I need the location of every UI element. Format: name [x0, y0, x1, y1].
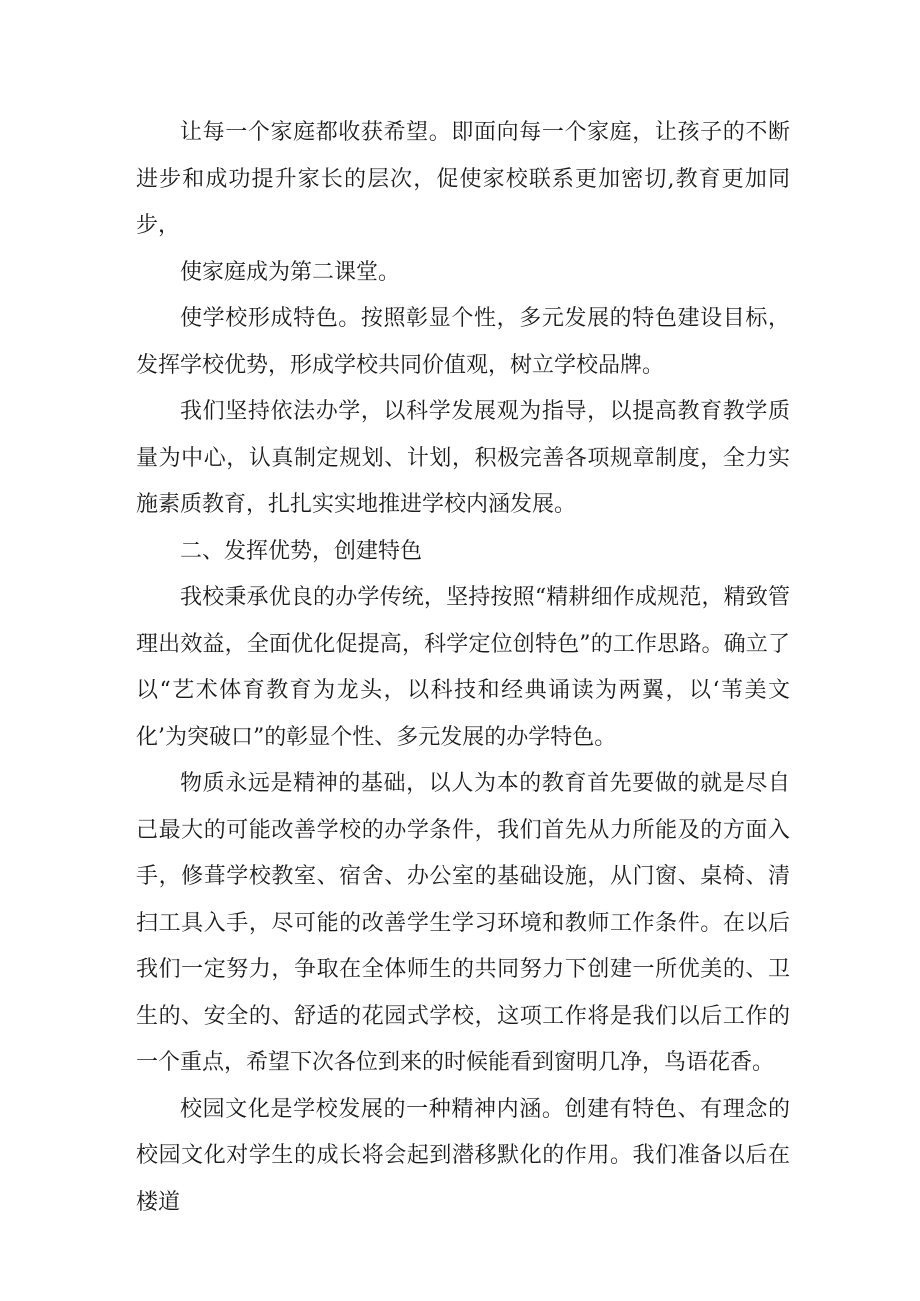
paragraph-run-school-by-law: 我们坚持依法办学，以科学发展观为指导，以提高教育教学质量为中心，认真制定规划、计划，积极完善各项规章制度，全力实施素质教育，扎扎实实地推进学校内涵发展。 — [136, 399, 790, 517]
paragraph-family-hope: 让每一个家庭都收获希望。即面向每一个家庭，让孩子的不断进步和成功提升家长的层次，促使家校联系更加密切,教育更加同步， — [136, 120, 790, 238]
paragraph-school-tradition: 我校秉承优良的办学传统，坚持按照“精耕细作成规范，精致管理出效益，全面优化促提高，科学定位创特色”的工作思路。确立了以“艺术体育教育为龙头，以科技和经典诵读为两翼，以‘苇美文化’为突破口”的彰显个性、多元发展的办学特色。 — [136, 585, 790, 750]
paragraph-school-characteristics: 使学校形成特色。按照彰显个性，多元发展的特色建设目标，发挥学校优势，形成学校共同价值观，树立学校品牌。 — [136, 306, 790, 378]
paragraph-campus-culture: 校园文化是学校发展的一种精神内涵。创建有特色、有理念的校园文化对学生的成长将会起到潜移默化的作用。我们准备以后在楼道 — [136, 1096, 790, 1215]
paragraph-material-foundation: 物质永远是精神的基础，以人为本的教育首先要做的就是尽自己最大的可能改善学校的办学条件，我们首先从力所能及的方面入手，修葺学校教室、宿舍、办公室的基础设施，从门窗、桌椅、清扫工具入手，尽可能的改善学生学习环境和教师工作条件。在以后我们一定努力，争取在全体师生的共同努力下创建一所优美的、卫生的、安全的、舒适的花园式学校，这项工作将是我们以后工作的一个重点，希望下次各位到来的时候能看到窗明几净，鸟语花香。 — [136, 771, 790, 1075]
section-heading-advantages: 二、发挥优势，创建特色 — [180, 538, 423, 564]
paragraph-second-classroom: 使家庭成为第二课堂。 — [180, 259, 401, 285]
document-body — [136, 110, 790, 1226]
